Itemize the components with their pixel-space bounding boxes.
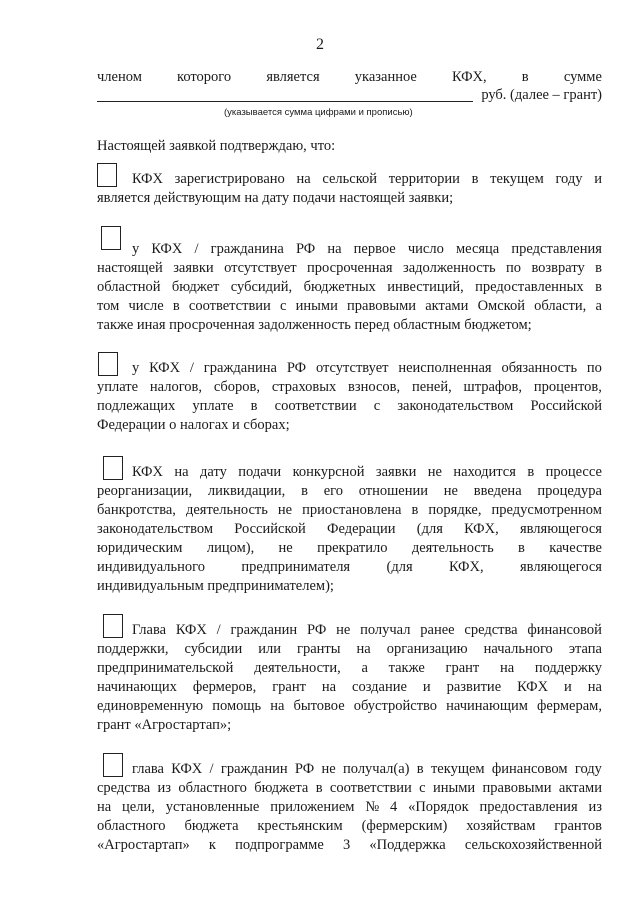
item-5-line <box>97 697 602 716</box>
word: на <box>587 679 602 695</box>
word: актами <box>425 298 469 314</box>
word: области, <box>534 298 587 314</box>
word: не <box>336 622 351 638</box>
word: процентов, <box>533 379 602 395</box>
word: заявки <box>173 260 214 276</box>
word: бюджета <box>254 780 309 796</box>
word: в <box>411 502 419 518</box>
word: РФ <box>286 360 307 376</box>
word: ранее <box>420 622 455 638</box>
word: / <box>194 241 199 257</box>
item-6-line <box>97 779 602 798</box>
amount-hint: (указывается сумма цифрами и прописью) <box>224 107 413 118</box>
word: находится <box>453 464 516 480</box>
word: РФ <box>294 761 315 777</box>
word: крестьянским <box>257 818 343 834</box>
item-4-line <box>97 501 602 520</box>
word: деятельности, <box>254 660 341 676</box>
word: получал <box>360 622 411 638</box>
word: в <box>301 483 308 499</box>
word: подачи <box>238 464 282 480</box>
word: «Порядок <box>408 799 469 815</box>
word: отношении <box>358 483 429 499</box>
word: ликвидации, <box>207 483 286 499</box>
word: единовременную <box>97 698 204 714</box>
word: предоставленных <box>475 279 584 295</box>
word: году <box>574 761 602 777</box>
word: субсидий, <box>230 279 293 295</box>
word: а <box>361 660 368 676</box>
word: бюджетных <box>303 279 376 295</box>
word: том <box>97 298 120 314</box>
word: КФХ <box>149 360 181 376</box>
word: приостановлена <box>302 502 402 518</box>
word: законодательством <box>97 521 214 537</box>
word: законодательством <box>397 398 514 414</box>
word: у <box>132 241 140 257</box>
word: бюджет <box>171 279 220 295</box>
item-3-line <box>97 378 602 397</box>
word: создание <box>352 679 407 695</box>
word: субсидии <box>184 641 243 657</box>
word: грант <box>272 679 306 695</box>
word: в <box>250 398 258 414</box>
word: на <box>327 241 342 257</box>
intro-line <box>97 68 602 87</box>
word: предпринимательской <box>97 660 234 676</box>
word: в <box>471 171 479 187</box>
word: по <box>506 260 522 276</box>
word: реорганизации, <box>97 483 193 499</box>
word: областного <box>97 818 166 834</box>
item-6-line <box>97 836 602 855</box>
word: Российской <box>234 521 306 537</box>
word: месяца <box>455 241 500 257</box>
word: правовыми <box>482 780 552 796</box>
word: областного <box>178 780 247 796</box>
item-5-line <box>97 621 602 640</box>
word: не <box>321 761 336 777</box>
word: на <box>270 698 285 714</box>
word: на <box>296 171 311 187</box>
word: с <box>373 398 381 414</box>
word: из <box>588 799 602 815</box>
word: поддержки, <box>97 641 169 657</box>
word: подпрограмме <box>235 837 324 853</box>
word: также <box>388 660 425 676</box>
word: «Поддержка <box>369 837 446 853</box>
word: бытовое <box>293 698 345 714</box>
word: в <box>527 464 535 480</box>
word: на <box>174 464 189 480</box>
word: качестве <box>549 540 602 556</box>
item-3-line: Федерации о налогах и сборах; <box>97 417 290 433</box>
word: КФХ <box>132 464 163 480</box>
word: установленные <box>165 799 260 815</box>
item-2-line <box>97 278 602 297</box>
word: числе <box>128 298 164 314</box>
item-4-line <box>97 539 602 558</box>
word: гражданин <box>230 622 298 638</box>
word: банкротства, <box>97 502 176 518</box>
word: в <box>595 279 602 295</box>
word: введена <box>473 483 522 499</box>
word: в <box>416 761 424 777</box>
item-2-line: также иная просроченная задолженность перед областным бюджетом; <box>97 317 532 333</box>
word: представления <box>511 241 602 257</box>
word: или <box>258 641 282 657</box>
word: заявки <box>375 464 417 480</box>
word: соответствии <box>329 780 412 796</box>
word: уплате <box>97 379 139 395</box>
word: фермеров, <box>192 679 257 695</box>
word: КФХ, <box>449 559 484 575</box>
word: деятельность <box>185 502 268 518</box>
item-2-line <box>97 240 602 259</box>
word: страховых <box>271 379 337 395</box>
item-4-line <box>97 463 602 482</box>
word: сельскохозяйственной <box>464 837 602 853</box>
word: гражданин <box>220 761 288 777</box>
item-4-line <box>97 520 602 539</box>
item-4-line <box>97 558 602 577</box>
item-3-line <box>97 397 602 416</box>
word: начинающих <box>97 679 177 695</box>
word: КФХ <box>175 622 207 638</box>
word: к <box>208 837 216 853</box>
page-number: 2 <box>316 36 324 53</box>
word: поддержку <box>534 660 602 676</box>
word: финансовом <box>491 761 568 777</box>
word: текущем <box>490 171 544 187</box>
word: КФХ <box>151 241 183 257</box>
word: у <box>132 360 140 376</box>
word: отсутствует <box>224 260 297 276</box>
word: гражданина <box>203 360 277 376</box>
word: сельской <box>322 171 378 187</box>
word: Глава <box>132 622 167 638</box>
word: Омской <box>477 298 525 314</box>
word: хозяйствам <box>466 818 536 834</box>
intro-word: членом <box>97 69 142 85</box>
word: начинающим <box>446 698 528 714</box>
word: в <box>518 540 525 556</box>
word: (для <box>386 559 413 575</box>
word: прекратило <box>317 540 388 556</box>
word: этапа <box>568 641 602 657</box>
word: начального <box>483 641 553 657</box>
word: текущем <box>430 761 485 777</box>
word: взносов, <box>348 379 401 395</box>
word: порядке, <box>428 502 482 518</box>
word: территории <box>388 171 460 187</box>
word: цели, <box>122 799 155 815</box>
word: соответствии <box>188 298 271 314</box>
word: юридическим <box>97 540 183 556</box>
item-6-line <box>97 798 602 817</box>
word: задолженность <box>402 260 496 276</box>
word: лицом), <box>206 540 255 556</box>
item-4-line <box>97 482 602 501</box>
intro-word: в <box>521 69 529 85</box>
word: средства <box>464 622 518 638</box>
item-5-line <box>97 640 602 659</box>
word: являющегося <box>519 521 602 537</box>
word: / <box>189 360 194 376</box>
item-4-line: индивидуальным предпринимателем); <box>97 578 334 594</box>
word: не <box>427 464 442 480</box>
word: развитие <box>446 679 502 695</box>
word: гранты <box>297 641 341 657</box>
word: / <box>216 622 221 638</box>
word: (фермерским) <box>361 818 448 834</box>
word: на <box>97 799 112 815</box>
word: актами <box>558 780 602 796</box>
word: Российской <box>530 398 602 414</box>
word: КФХ <box>517 679 549 695</box>
word: с <box>419 780 426 796</box>
item-2-line <box>97 259 602 278</box>
word: на <box>499 660 515 676</box>
word: гражданина <box>210 241 284 257</box>
item-3-line <box>97 359 602 378</box>
word: и <box>563 679 572 695</box>
word: № <box>365 799 380 815</box>
word: финансовой <box>527 622 602 638</box>
word: 4 <box>389 799 398 815</box>
word: просроченная <box>307 260 393 276</box>
word: предпринимателя <box>241 559 351 575</box>
word: настоящей <box>97 260 163 276</box>
word: штрафов, <box>463 379 523 395</box>
word: сборов, <box>213 379 261 395</box>
item-1-line <box>97 170 602 189</box>
word: первое <box>353 241 396 257</box>
word: грант <box>445 660 480 676</box>
word: КФХ <box>132 171 163 187</box>
rub-label: руб. (далее – грант) <box>481 87 602 103</box>
word: году <box>555 171 583 187</box>
word: грантов <box>554 818 602 834</box>
word: число <box>407 241 444 257</box>
word: 3 <box>342 837 351 853</box>
word: организацию <box>386 641 468 657</box>
confirm-heading: Настоящей заявкой подтверждаю, что: <box>97 138 336 154</box>
word: иными <box>432 780 476 796</box>
word: предусмотренном <box>491 502 602 518</box>
item-5-line <box>97 659 602 678</box>
word: помощь <box>212 698 262 714</box>
grant-amount-field[interactable] <box>97 101 473 102</box>
word: соответствии <box>274 398 357 414</box>
intro-word: указанное <box>354 69 417 85</box>
word: уплате <box>192 398 234 414</box>
word: РФ <box>307 622 327 638</box>
word: конкурсной <box>292 464 365 480</box>
word: обязанность <box>501 360 578 376</box>
intro-word: является <box>266 69 320 85</box>
item-2-line <box>97 297 602 316</box>
word: и <box>594 171 602 187</box>
word: не <box>278 540 293 556</box>
word: из <box>157 780 172 796</box>
word: его <box>323 483 343 499</box>
word: КФХ <box>171 761 203 777</box>
word: фермерам, <box>537 698 602 714</box>
word: процедура <box>537 483 602 499</box>
word: глава <box>132 761 164 777</box>
word: и <box>422 679 431 695</box>
word: получал(а) <box>343 761 410 777</box>
word: областной <box>97 279 161 295</box>
item-6-line <box>97 817 602 836</box>
word: с <box>280 298 287 314</box>
word: КФХ, <box>464 521 499 537</box>
word: возврату <box>531 260 585 276</box>
item-1-line: является действующим на дату подачи настоящей заявки; <box>97 190 454 206</box>
word: Федерации <box>327 521 396 537</box>
intro-word: сумме <box>563 69 602 85</box>
word: обустройство <box>353 698 438 714</box>
word: неисполненная <box>398 360 492 376</box>
intro-word: КФХ, <box>452 69 487 85</box>
word: бюджета <box>184 818 239 834</box>
word: по <box>586 360 602 376</box>
word: приложением <box>270 799 355 815</box>
grant-amount-row <box>97 87 602 107</box>
word: а <box>595 298 602 314</box>
word: РФ <box>295 241 316 257</box>
word: отсутствует <box>315 360 389 376</box>
word: процессе <box>545 464 602 480</box>
word: дату <box>200 464 227 480</box>
intro-word: которого <box>177 69 232 85</box>
word: подлежащих <box>97 398 176 414</box>
item-5-line <box>97 678 602 697</box>
word: предоставления <box>479 799 578 815</box>
word: правовыми <box>347 298 416 314</box>
word: средства <box>97 780 151 796</box>
word: пеней, <box>411 379 452 395</box>
word: на <box>321 679 337 695</box>
word: являющегося <box>520 559 602 575</box>
word: не <box>277 502 293 518</box>
word: индивидуального <box>97 559 205 575</box>
word: в <box>315 780 323 796</box>
word: на <box>356 641 371 657</box>
word: (для <box>416 521 443 537</box>
word: инвестиций, <box>387 279 464 295</box>
word: налогов, <box>149 379 203 395</box>
word: деятельность <box>411 540 494 556</box>
word: иными <box>295 298 338 314</box>
word: не <box>443 483 458 499</box>
word: «Агростартап» <box>97 837 190 853</box>
item-6-line <box>97 760 602 779</box>
word: / <box>209 761 214 777</box>
item-5-line: грант «Агростартап»; <box>97 717 232 733</box>
word: зарегистрировано <box>174 171 285 187</box>
word: в <box>172 298 180 314</box>
word: в <box>595 260 602 276</box>
